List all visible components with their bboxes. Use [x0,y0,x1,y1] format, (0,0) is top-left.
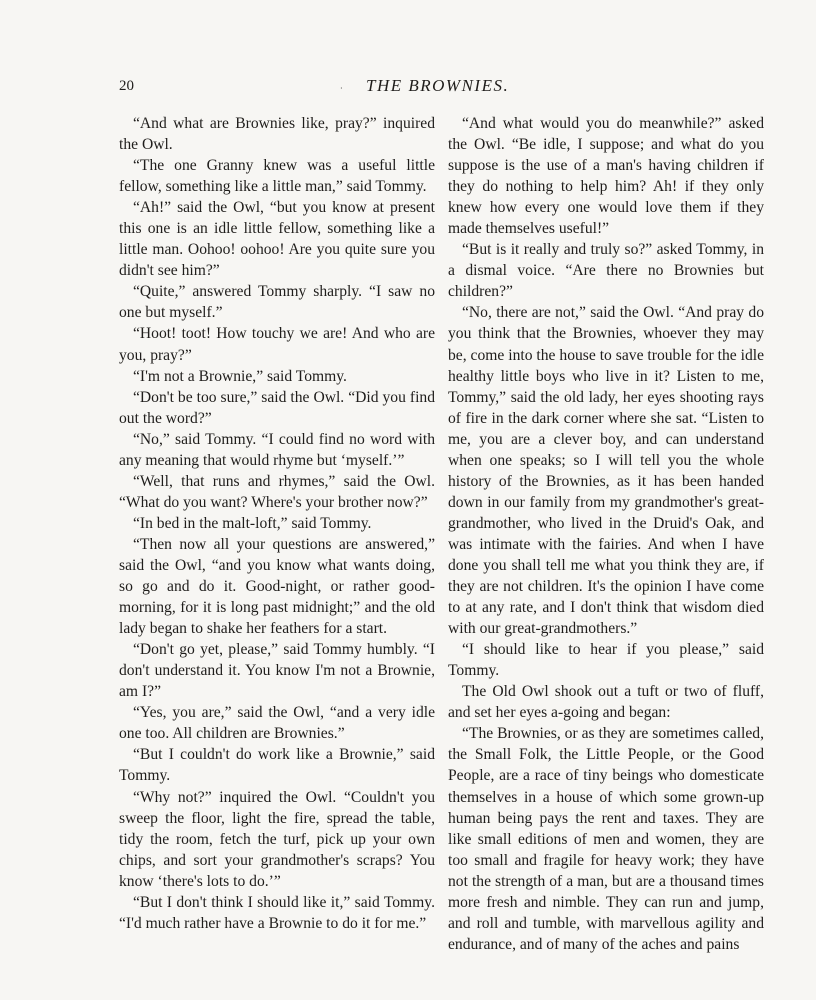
right-column [448,113,764,955]
paragraph: “But is it really and truly so?” asked Tommy, in a dismal voice. “Are there no Brownies but children?” [448,241,764,301]
paragraph: “The one Granny knew was a useful little fellow, something like a little man,” said Tommy. [119,157,435,196]
left-column [119,113,435,934]
paragraph: “No, there are not,” said the Owl. “And pray do you think that the Brownies, whoever they may be, come into the house to save trouble for the idle healthy little boys who live in it? Listen to me, Tommy,” said the old lady, her eyes shooting rays of fire in the dark corner where she sat. “Listen to me, you are a clever boy, and can understand when one speaks; so I will tell you the whole history of the Brownies, as it has been handed down in our family from my grandmother's great-grandmother, who lived in the Druid's Oak, and was intimate with the fairies. And when I have done you shall tell me what you think they are, if they are not children. It's the opinion I have come to at any rate, and I don't think that wisdom died with our great-grandmothers.” [448,304,764,638]
paragraph: “Yes, you are,” said the Owl, “and a very idle one too. All children are Brownies.” [119,704,435,743]
paragraph: “The Brownies, or as they are sometimes called, the Small Folk, the Little People, or the Good People, are a race of tiny beings who domesticate themselves in a house of which some grown-up human being pays the rent and taxes. They are like small editions of men and women, they are too small and fragile for heavy work; they have not the strength of a man, but are a thousand times more fresh and nimble. They can run and jump, and roll and tumble, with marvellous agility and endurance, and of many of the aches and pains [448,725,764,953]
paragraph: “And what would you do meanwhile?” asked the Owl. “Be idle, I suppose; and what do you suppose is the use of a man's having children if they do nothing to help him? Ah! if they only knew how every one would love them if they made themselves useful!” [448,115,764,238]
paragraph: “In bed in the malt-loft,” said Tommy. [133,514,372,532]
paragraph: “Don't go yet, please,” said Tommy humbly. “I don't understand it. You know I'm not a Brownie, am I?” [119,641,435,701]
paragraph: “Well, that runs and rhymes,” said the Owl. “What do you want? Where's your brother now?” [119,472,435,511]
paragraph: “I'm not a Brownie,” said Tommy. [133,367,347,385]
paragraph: “Hoot! toot! How touchy we are! And who are you, pray?” [119,325,435,364]
paragraph: “Then now all your questions are answered,” said the Owl, “and you know what wants doing, so go and do it. Good-night, or rather good-morning, for it is long past midnight;” and the old lady began to shake her feathers for a start. [119,535,435,638]
page-header [0,78,816,100]
paragraph: “No,” said Tommy. “I could find no word with any meaning that would rhyme but ‘myself.’” [119,430,435,469]
running-title: THE BROWNIES. [366,76,510,95]
paragraph: “But I couldn't do work like a Brownie,” said Tommy. [119,746,435,785]
paragraph: “Quite,” answered Tommy sharply. “I saw no one but myself.” [119,283,435,322]
paragraph: “Ah!” said the Owl, “but you know at present this one is an idle little fellow, something like a little man. Oohoo! oohoo! Are you quite sure you didn't see him?” [119,199,435,280]
paragraph: “Why not?” inquired the Owl. “Couldn't you sweep the floor, light the fire, spread the table, tidy the room, fetch the turf, pick up your own chips, and sort your grandmother's scraps? You know ‘there's lots to do.’” [119,788,435,890]
page-number: 20 [119,78,134,94]
paragraph: “Don't be too sure,” said the Owl. “Did you find out the word?” [119,388,435,427]
paragraph: The Old Owl shook out a tuft or two of fluff, and set her eyes a-going and began: [448,683,764,722]
paragraph: “But I don't think I should like it,” said Tommy. “I'd much rather have a Brownie to do it for me.” [119,893,435,932]
printer-dot: · [340,84,343,93]
paragraph: “I should like to hear if you please,” said Tommy. [448,641,764,680]
paragraph: “And what are Brownies like, pray?” inquired the Owl. [119,115,435,154]
